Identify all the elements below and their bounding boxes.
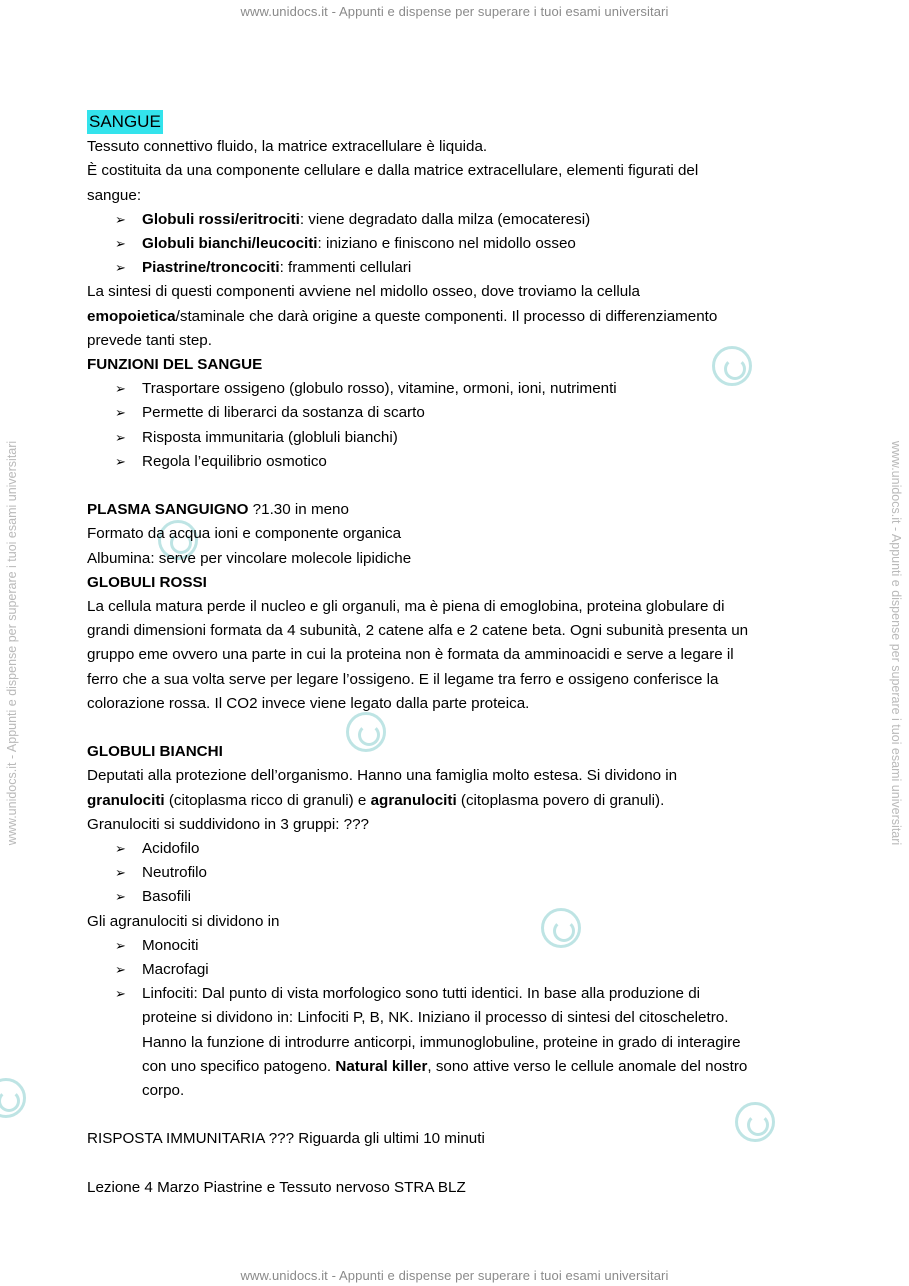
heading-plasma: PLASMA SANGUIGNO bbox=[87, 501, 249, 519]
paragraph: Deputati alla protezione dell’organismo. Hanno una famiglia molto estesa. Si dividono in bbox=[87, 767, 678, 785]
heading-red-cells: GLOBULI ROSSI bbox=[87, 573, 207, 591]
section-title: SANGUE bbox=[87, 110, 163, 134]
item-text: Regola l’equilibrio osmotico bbox=[142, 452, 327, 470]
list-item bbox=[115, 861, 827, 885]
arrow-bullet-icon: ➢ bbox=[115, 865, 126, 881]
item-bold: Piastrine/troncociti bbox=[142, 259, 280, 277]
document-body bbox=[87, 110, 827, 1200]
list-item bbox=[115, 958, 827, 982]
arrow-bullet-icon: ➢ bbox=[115, 962, 126, 978]
paragraph bbox=[87, 789, 827, 813]
bold-term: Natural killer bbox=[335, 1057, 428, 1075]
item-text: Neutrofilo bbox=[142, 864, 207, 882]
granulocytes-list bbox=[87, 837, 827, 910]
arrow-bullet-icon: ➢ bbox=[115, 211, 126, 227]
list-item bbox=[115, 208, 827, 232]
paragraph: La sintesi di questi componenti avviene nel midollo osseo, dove troviamo la cellula bbox=[87, 283, 640, 301]
paragraph: sangue: bbox=[87, 186, 142, 204]
watermark-top: www.unidocs.it - Appunti e dispense per superare i tuoi esami universitari bbox=[240, 4, 669, 19]
lymph-line bbox=[142, 1055, 827, 1079]
arrow-bullet-icon: ➢ bbox=[115, 381, 126, 397]
paragraph bbox=[87, 498, 827, 522]
bold-term: emopoietica bbox=[87, 307, 176, 325]
heading-white-cells: GLOBULI BIANCHI bbox=[87, 743, 223, 761]
item-text: Basofili bbox=[142, 888, 191, 906]
watermark-bottom: www.unidocs.it - Appunti e dispense per superare i tuoi esami universitari bbox=[240, 1268, 669, 1283]
item-bold: Globuli bianchi/leucociti bbox=[142, 235, 318, 253]
paragraph: colorazione rossa. Il CO2 invece viene legato dalla parte proteica. bbox=[87, 694, 530, 712]
lymph-line: proteine si dividono in: Linfociti P, B, NK. Iniziano il processo di sintesi del citoscheletro. bbox=[142, 1009, 729, 1027]
paragraph bbox=[87, 305, 827, 329]
arrow-bullet-icon: ➢ bbox=[115, 986, 126, 1002]
item-bold: Globuli rossi/eritrociti bbox=[142, 210, 300, 228]
list-item bbox=[115, 377, 827, 401]
paragraph: Gli agranulociti si dividono in bbox=[87, 912, 280, 930]
watermark-right: www.unidocs.it - Appunti e dispense per superare i tuoi esami universitari bbox=[889, 440, 903, 846]
arrow-bullet-icon: ➢ bbox=[115, 889, 126, 905]
text-run: /staminale che darà origine a queste componenti. Il processo di differenziamento bbox=[175, 307, 718, 325]
list-item bbox=[115, 934, 827, 958]
list-item bbox=[115, 450, 827, 474]
item-text: Acidofilo bbox=[142, 840, 200, 858]
item-text: Monociti bbox=[142, 936, 199, 954]
paragraph: La cellula matura perde il nucleo e gli organuli, ma è piena di emoglobina, proteina globulare di bbox=[87, 598, 725, 616]
paragraph: RISPOSTA IMMUNITARIA ??? Riguarda gli ultimi 10 minuti bbox=[87, 1130, 485, 1148]
bold-term: agranulociti bbox=[370, 791, 457, 809]
paragraph: È costituita da una componente cellulare e dalla matrice extracellulare, elementi figurati del bbox=[87, 162, 699, 180]
functions-list bbox=[87, 377, 827, 474]
item-text: Risposta immunitaria (globluli bianchi) bbox=[142, 428, 398, 446]
paragraph: prevede tanti step. bbox=[87, 331, 212, 349]
agranulocytes-list bbox=[87, 934, 827, 1103]
item-text: Macrofagi bbox=[142, 961, 209, 979]
item-text: : iniziano e finiscono nel midollo osseo bbox=[317, 235, 576, 253]
list-item bbox=[115, 256, 827, 280]
arrow-bullet-icon: ➢ bbox=[115, 841, 126, 857]
item-text: Trasportare ossigeno (globulo rosso), vitamine, ormoni, ioni, nutrimenti bbox=[142, 380, 617, 398]
lymph-line: corpo. bbox=[142, 1082, 185, 1100]
watermark-left: www.unidocs.it - Appunti e dispense per superare i tuoi esami universitari bbox=[5, 440, 19, 846]
lymph-line: Linfociti: Dal punto di vista morfologico sono tutti identici. In base alla produzione di bbox=[142, 985, 701, 1003]
text-run: con uno specifico patogeno. bbox=[142, 1057, 336, 1075]
list-item bbox=[115, 426, 827, 450]
paragraph: gruppo eme ovvero una parte in cui la proteina non è formata da amminoacidi e serve a legare il bbox=[87, 646, 734, 664]
paragraph: ferro che a sua volta serve per legare l’ossigeno. E il legame tra ferro e ossigeno conferisce la bbox=[87, 670, 719, 688]
unidocs-logo-icon bbox=[0, 1078, 26, 1118]
list-item bbox=[115, 837, 827, 861]
heading-functions: FUNZIONI DEL SANGUE bbox=[87, 356, 263, 374]
arrow-bullet-icon: ➢ bbox=[115, 405, 126, 421]
list-item bbox=[115, 982, 827, 1103]
text-run: (citoplasma povero di granuli). bbox=[456, 791, 665, 809]
arrow-bullet-icon: ➢ bbox=[115, 236, 126, 252]
title-line bbox=[87, 110, 827, 135]
paragraph: Tessuto connettivo fluido, la matrice extracellulare è liquida. bbox=[87, 138, 488, 156]
arrow-bullet-icon: ➢ bbox=[115, 260, 126, 276]
elements-list bbox=[87, 208, 827, 281]
paragraph: Formato da acqua ioni e componente organica bbox=[87, 525, 402, 543]
item-text: : frammenti cellulari bbox=[279, 259, 412, 277]
paragraph: Albumina: serve per vincolare molecole lipidiche bbox=[87, 549, 412, 567]
item-text: : viene degradato dalla milza (emocateresi) bbox=[299, 210, 591, 228]
text-run: , sono attive verso le cellule anomale del nostro bbox=[427, 1057, 748, 1075]
text-run: (citoplasma ricco di granuli) e bbox=[164, 791, 371, 809]
lymph-line: Hanno la funzione di introdurre anticorpi, immunoglobuline, proteine in grado di interagire bbox=[142, 1033, 741, 1051]
paragraph: Lezione 4 Marzo Piastrine e Tessuto nervoso STRA BLZ bbox=[87, 1178, 466, 1196]
text-run: ?1.30 in meno bbox=[248, 501, 349, 519]
arrow-bullet-icon: ➢ bbox=[115, 429, 126, 445]
item-text: Permette di liberarci da sostanza di scarto bbox=[142, 404, 425, 422]
bold-term: granulociti bbox=[87, 791, 165, 809]
arrow-bullet-icon: ➢ bbox=[115, 453, 126, 469]
list-item bbox=[115, 401, 827, 425]
arrow-bullet-icon: ➢ bbox=[115, 937, 126, 953]
paragraph: Granulociti si suddividono in 3 gruppi: ??? bbox=[87, 815, 369, 833]
list-item bbox=[115, 885, 827, 909]
paragraph: grandi dimensioni formata da 4 subunità, 2 catene alfa e 2 catene beta. Ogni subunità presenta un bbox=[87, 622, 749, 640]
list-item bbox=[115, 232, 827, 256]
